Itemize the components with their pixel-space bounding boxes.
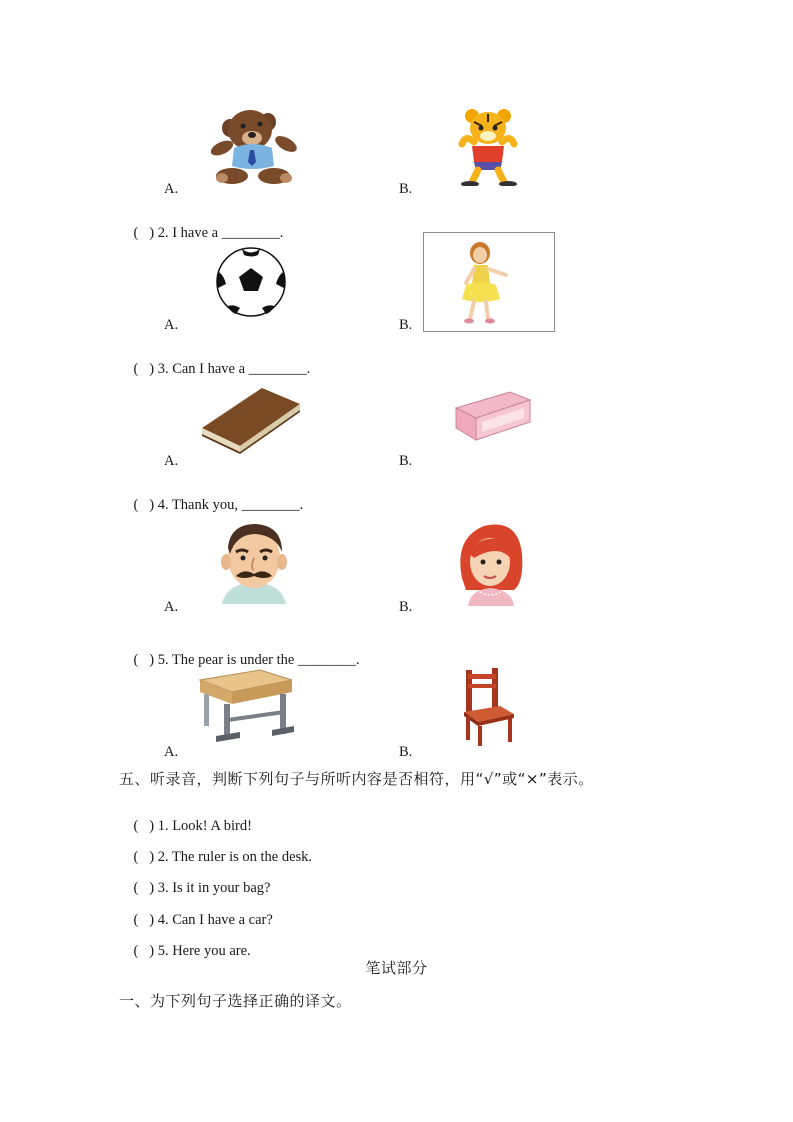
judge-text: 4. Can I have a car? xyxy=(157,912,273,928)
option-a-label: A. xyxy=(164,317,179,333)
option-a-label: A. xyxy=(164,181,179,197)
answer-paren-close[interactable]: ) xyxy=(149,849,155,865)
option-a-label: A. xyxy=(164,453,179,469)
option-b-label: B. xyxy=(399,453,413,469)
answer-paren-close[interactable]: ) xyxy=(149,225,155,241)
option-b-label: B. xyxy=(399,599,413,615)
answer-paren-close[interactable]: ) xyxy=(149,652,155,668)
section5-title: 五、听录音，判断下列句子与所听内容是否相符，用“√”或“×”表示。 xyxy=(119,770,594,788)
question-text: 4. Thank you, ________. xyxy=(157,497,304,513)
tiger-icon xyxy=(452,104,528,186)
answer-paren-open[interactable]: ( xyxy=(133,943,139,959)
judge-text: 5. Here you are. xyxy=(157,943,251,959)
judge-text: 3. Is it in your bag? xyxy=(157,880,271,896)
teddy-bear-icon xyxy=(208,100,302,186)
judge-text: 2. The ruler is on the desk. xyxy=(157,849,313,865)
answer-paren-open[interactable]: ( xyxy=(133,849,139,865)
answer-paren-close[interactable]: ) xyxy=(149,361,155,377)
option-a-label: A. xyxy=(164,599,179,615)
written-part-heading: 笔试部分 xyxy=(365,959,428,977)
book-icon xyxy=(198,384,304,454)
answer-paren-open[interactable]: ( xyxy=(133,912,139,928)
answer-paren-close[interactable]: ) xyxy=(149,943,155,959)
option-b-label: B. xyxy=(399,317,413,333)
answer-paren-open[interactable]: ( xyxy=(133,225,139,241)
answer-paren-close[interactable]: ) xyxy=(149,880,155,896)
option-b-label: B. xyxy=(399,181,413,197)
question-text: 3. Can I have a ________. xyxy=(157,361,311,377)
answer-paren-open[interactable]: ( xyxy=(133,880,139,896)
option-b-label: B. xyxy=(399,744,413,760)
answer-paren-close[interactable]: ) xyxy=(149,912,155,928)
answer-paren-open[interactable]: ( xyxy=(133,818,139,834)
judge-text: 1. Look! A bird! xyxy=(157,818,252,834)
desk-icon xyxy=(196,666,296,750)
answer-paren-open[interactable]: ( xyxy=(133,497,139,513)
man-face-icon xyxy=(216,518,292,604)
woman-face-icon xyxy=(454,518,526,606)
answer-paren-open[interactable]: ( xyxy=(133,361,139,377)
answer-paren-open[interactable]: ( xyxy=(133,652,139,668)
soccer-ball-icon xyxy=(214,246,288,318)
question-text: 5. The pear is under the ________. xyxy=(157,652,360,668)
option-a-label: A. xyxy=(164,744,179,760)
girl-doll-icon xyxy=(423,232,555,332)
chair-icon xyxy=(458,668,518,746)
pencil-case-icon xyxy=(452,386,532,444)
answer-paren-close[interactable]: ) xyxy=(149,818,155,834)
question-text: 2. I have a ________. xyxy=(157,225,284,241)
written-section1-title: 一、为下列句子选择正确的译文。 xyxy=(119,992,352,1010)
answer-paren-close[interactable]: ) xyxy=(149,497,155,513)
